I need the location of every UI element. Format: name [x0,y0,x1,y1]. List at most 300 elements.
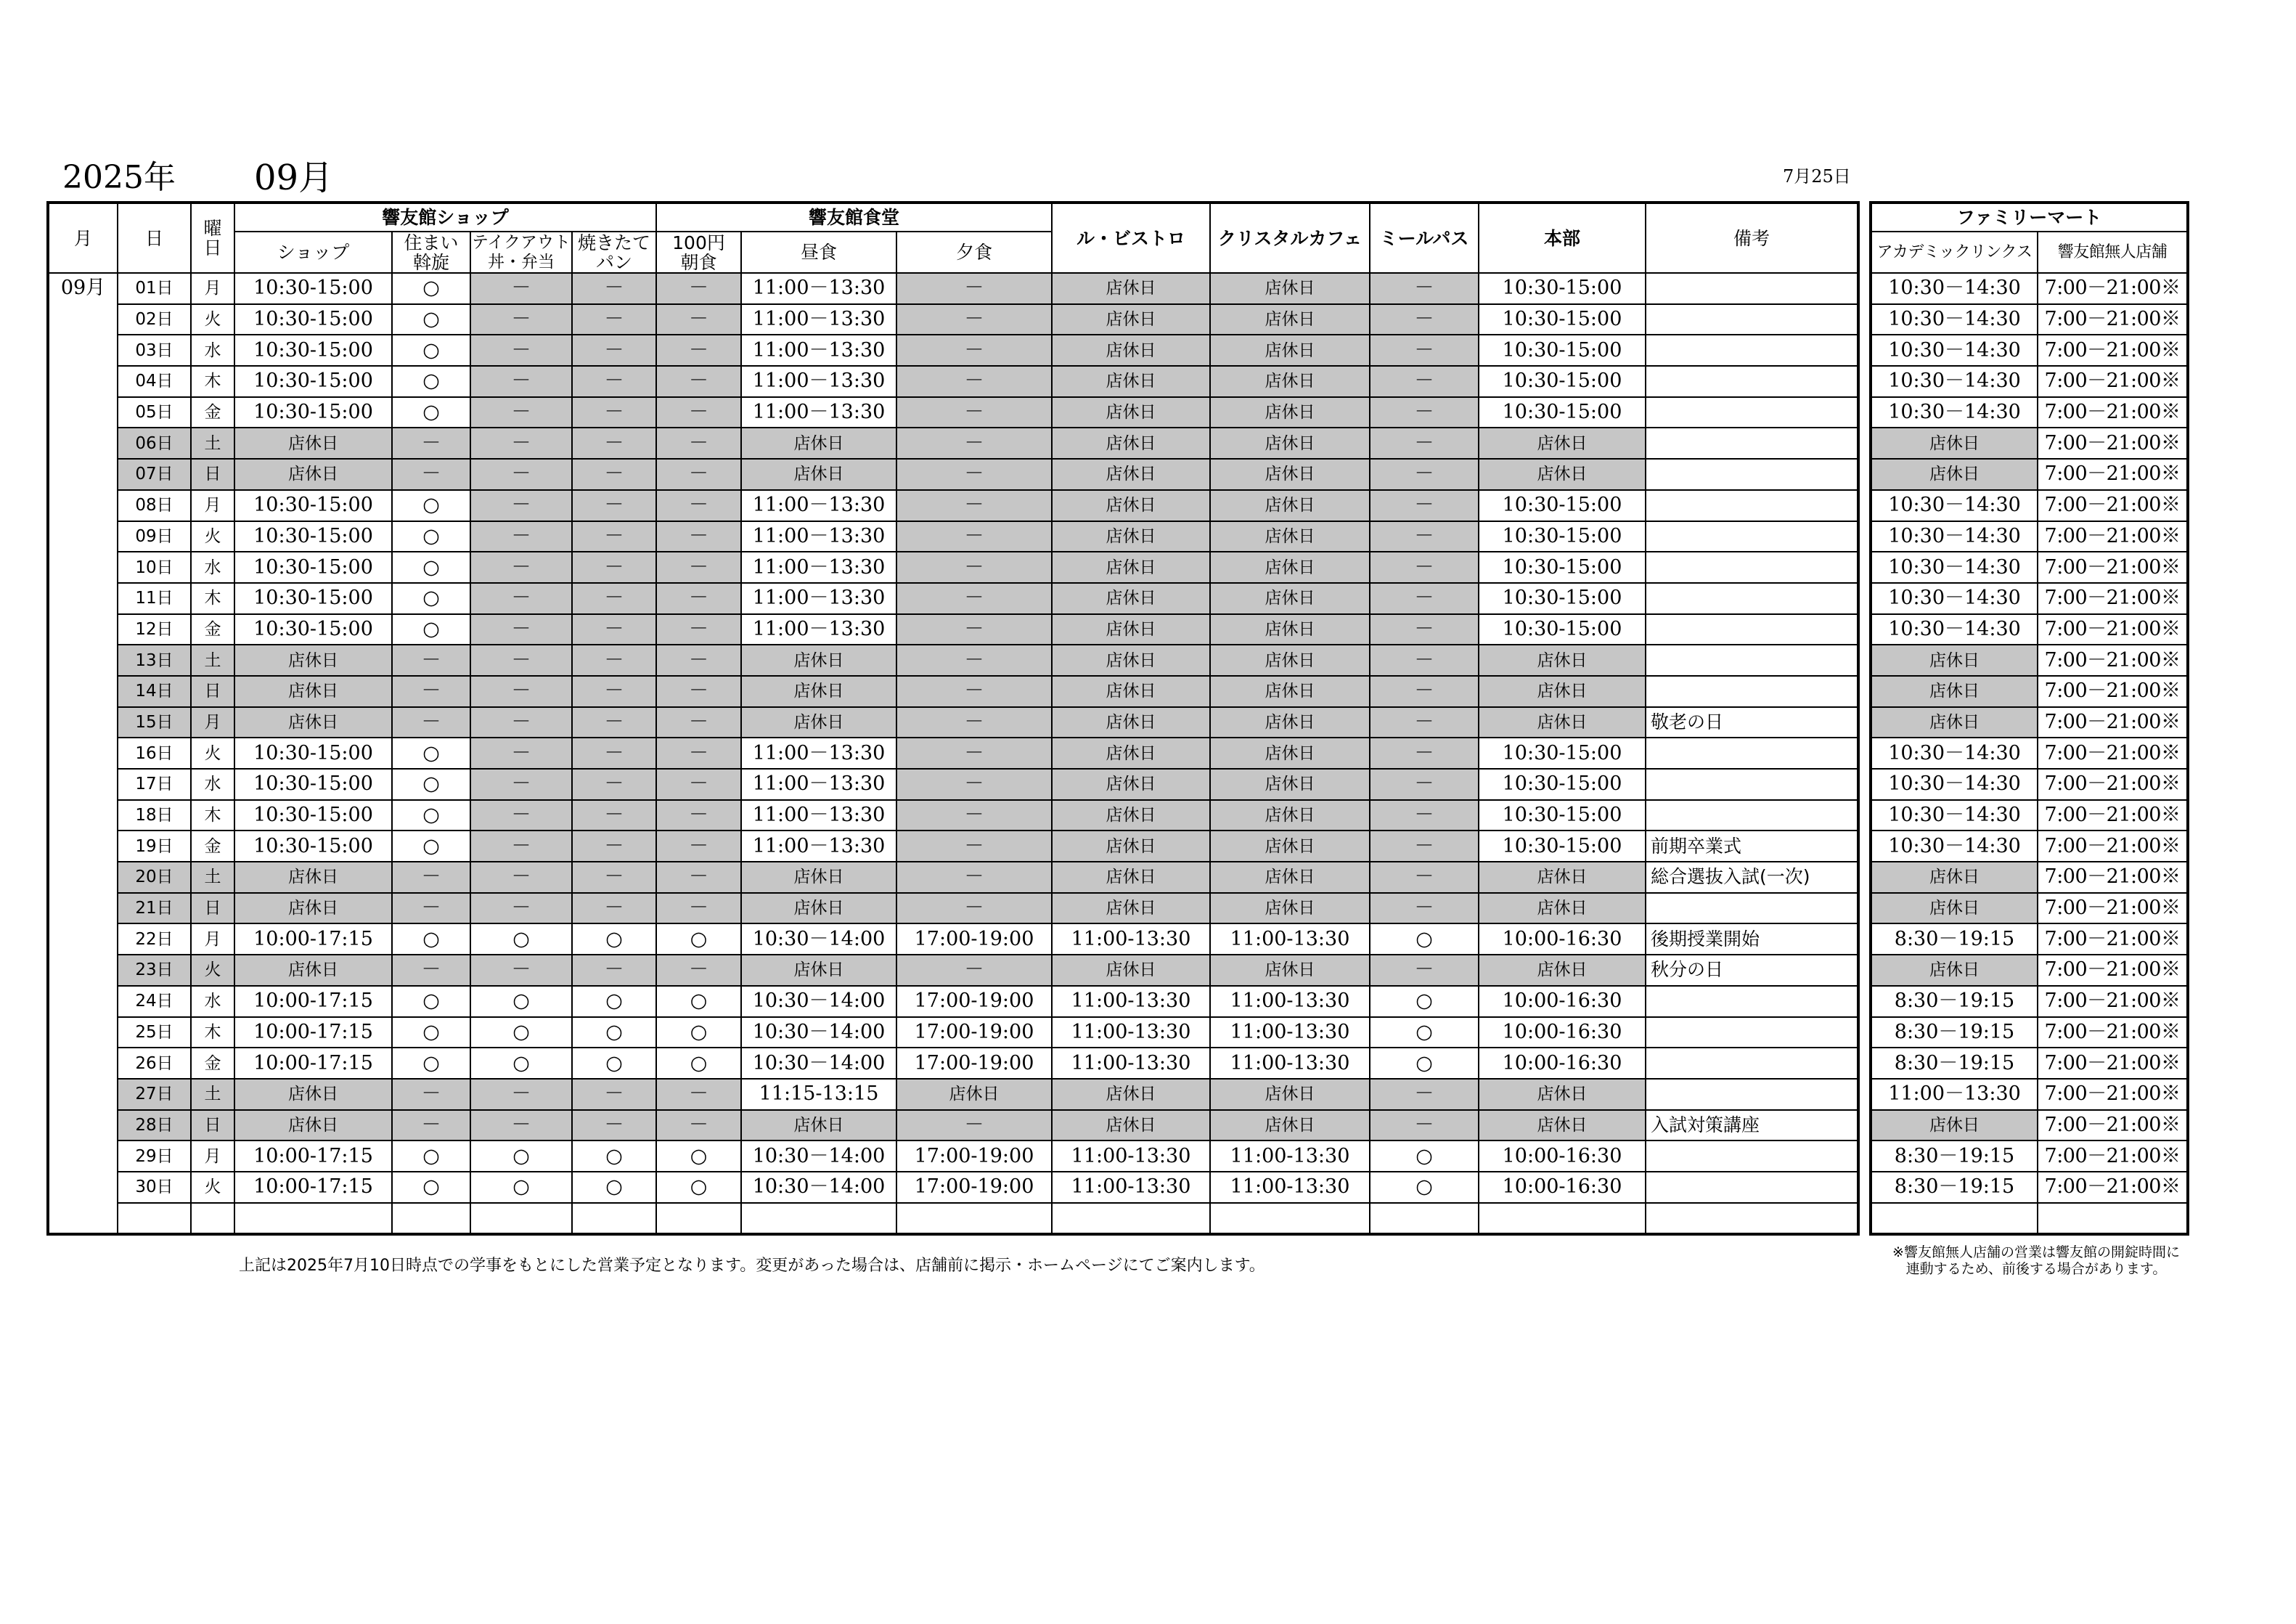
bf-cell: － [656,769,741,800]
bread-cell: － [572,769,656,800]
blank-row [1871,1203,2188,1235]
blank-cell [741,1203,896,1235]
shop-cell: 10:00-17:15 [234,1017,392,1048]
day-cell: 19日 [118,831,191,862]
bistro-cell: 店休日 [1052,397,1210,428]
table-row [48,366,1858,397]
sumai-cell: ○ [392,1141,470,1172]
rem-cell [1646,1048,1858,1079]
bread-cell: － [572,428,656,459]
table-row [48,304,1858,335]
day-cell: 09日 [118,521,191,552]
shop-cell: 10:30-15:00 [234,614,392,645]
day-cell: 17日 [118,769,191,800]
lunch-cell: 11:00－13:30 [741,490,896,521]
bf-cell: － [656,428,741,459]
unman-cell: 7:00－21:00※ [2038,769,2188,800]
crystal-cell: 11:00-13:30 [1210,1172,1370,1203]
bf-cell: － [656,707,741,738]
dinner-cell: 17:00-19:00 [896,1172,1052,1203]
meal-cell: － [1370,1079,1479,1110]
col-shop: ショップ [234,232,392,273]
honbu-cell: 店休日 [1479,1110,1646,1141]
honbu-cell: 10:30-15:00 [1479,831,1646,862]
weekday-cell: 月 [191,490,234,521]
col-academic: アカデミックリンクス [1871,232,2038,273]
issue-date: 7月25日 [1783,166,1851,187]
bistro-cell: 店休日 [1052,428,1210,459]
honbu-cell: 店休日 [1479,862,1646,893]
table-row [48,552,1858,583]
col-bistro: ル・ビストロ [1052,203,1210,273]
lunch-cell: 店休日 [741,645,896,676]
shop-cell: 10:30-15:00 [234,521,392,552]
take-cell: － [470,335,572,366]
table-row [1871,459,2188,490]
bf-cell: ○ [656,923,741,955]
bread-cell: － [572,1110,656,1141]
acad-cell: 8:30－19:15 [1871,1048,2038,1079]
take-cell: － [470,676,572,707]
bread-cell: ○ [572,1141,656,1172]
rem-cell [1646,459,1858,490]
day-cell: 24日 [118,986,191,1017]
lunch-cell: 11:00－13:30 [741,614,896,645]
bread-cell: － [572,335,656,366]
acad-cell: 店休日 [1871,676,2038,707]
bistro-cell: 店休日 [1052,645,1210,676]
table-row [1871,769,2188,800]
table-row [1871,676,2188,707]
take-cell: － [470,428,572,459]
bistro-cell: 11:00-13:30 [1052,1048,1210,1079]
col-remarks: 備考 [1646,203,1858,273]
acad-cell: 10:30－14:30 [1871,490,2038,521]
sumai-cell: － [392,645,470,676]
crystal-cell: 店休日 [1210,893,1370,924]
bf-cell: － [656,862,741,893]
weekday-cell: 水 [191,552,234,583]
day-cell: 14日 [118,676,191,707]
sumai-cell: ○ [392,738,470,769]
bistro-cell: 11:00-13:30 [1052,923,1210,955]
crystal-cell: 店休日 [1210,645,1370,676]
blank-cell [1646,1203,1858,1235]
lunch-cell: 11:00－13:30 [741,738,896,769]
day-cell: 30日 [118,1172,191,1203]
table-row [1871,366,2188,397]
honbu-cell: 店休日 [1479,707,1646,738]
col-bread: 焼きたてパン [572,232,656,273]
unman-cell: 7:00－21:00※ [2038,614,2188,645]
acad-cell: 10:30－14:30 [1871,769,2038,800]
rem-cell [1646,273,1858,304]
bf-cell: － [656,459,741,490]
bread-cell: － [572,273,656,304]
dinner-cell: － [896,614,1052,645]
acad-cell: 10:30－14:30 [1871,552,2038,583]
sumai-cell: ○ [392,800,470,831]
take-cell: － [470,893,572,924]
honbu-cell: 10:30-15:00 [1479,397,1646,428]
take-cell: － [470,614,572,645]
crystal-cell: 店休日 [1210,366,1370,397]
lunch-cell: 11:00－13:30 [741,521,896,552]
take-cell: － [470,831,572,862]
table-row [48,490,1858,521]
honbu-cell: 10:30-15:00 [1479,335,1646,366]
table-row [1871,645,2188,676]
honbu-cell: 10:00-16:30 [1479,1172,1646,1203]
lunch-cell: 11:00－13:30 [741,800,896,831]
table-row [48,1079,1858,1110]
day-cell: 20日 [118,862,191,893]
day-cell: 11日 [118,583,191,614]
day-cell: 22日 [118,923,191,955]
table-row [1871,521,2188,552]
bistro-cell: 店休日 [1052,738,1210,769]
bistro-cell: 店休日 [1052,676,1210,707]
blank-cell [1871,1203,2038,1235]
meal-cell: － [1370,428,1479,459]
bf-cell: ○ [656,986,741,1017]
sumai-cell: － [392,955,470,986]
honbu-cell: 10:30-15:00 [1479,304,1646,335]
dinner-cell: － [896,273,1052,304]
shop-cell: 10:30-15:00 [234,800,392,831]
bread-cell: ○ [572,1172,656,1203]
weekday-cell: 月 [191,273,234,304]
acad-cell: 10:30－14:30 [1871,521,2038,552]
bread-cell: ○ [572,986,656,1017]
rem-cell [1646,645,1858,676]
bf-cell: － [656,738,741,769]
shop-cell: 店休日 [234,955,392,986]
bistro-cell: 店休日 [1052,273,1210,304]
bf-cell: － [656,583,741,614]
day-cell: 18日 [118,800,191,831]
day-cell: 29日 [118,1141,191,1172]
weekday-cell: 日 [191,893,234,924]
table-row [48,707,1858,738]
schedule-table [46,201,1860,1236]
table-row [1871,955,2188,986]
acad-cell: 店休日 [1871,862,2038,893]
acad-cell: 8:30－19:15 [1871,1172,2038,1203]
table-row [48,1141,1858,1172]
table-row [48,397,1858,428]
meal-cell: － [1370,459,1479,490]
blank-row [48,1203,1858,1235]
table-row [48,428,1858,459]
unman-cell: 7:00－21:00※ [2038,273,2188,304]
table-row [1871,1048,2188,1079]
weekday-cell: 火 [191,955,234,986]
bf-cell: － [656,1110,741,1141]
crystal-cell: 店休日 [1210,831,1370,862]
table-row [48,335,1858,366]
dinner-cell: － [896,738,1052,769]
acad-cell: 店休日 [1871,428,2038,459]
dinner-cell: － [896,645,1052,676]
blank-cell [1370,1203,1479,1235]
meal-cell: － [1370,707,1479,738]
bread-cell: － [572,521,656,552]
bf-cell: － [656,521,741,552]
acad-cell: 10:30－14:30 [1871,738,2038,769]
lunch-cell: 11:00－13:30 [741,397,896,428]
shop-cell: 10:00-17:15 [234,1048,392,1079]
dinner-cell: － [896,862,1052,893]
blank-cell [191,1203,234,1235]
dinner-cell: － [896,893,1052,924]
table-row [1871,1172,2188,1203]
meal-cell: － [1370,955,1479,986]
take-cell: ○ [470,1017,572,1048]
col-sumai: 住まい斡旋 [392,232,470,273]
table-row [48,831,1858,862]
crystal-cell: 店休日 [1210,738,1370,769]
dinner-cell: 17:00-19:00 [896,1017,1052,1048]
bistro-cell: 店休日 [1052,862,1210,893]
weekday-cell: 土 [191,645,234,676]
bf-cell: ○ [656,1172,741,1203]
lunch-cell: 店休日 [741,676,896,707]
dinner-cell: － [896,397,1052,428]
acad-cell: 11:00－13:30 [1871,1079,2038,1110]
take-cell: － [470,800,572,831]
bistro-cell: 11:00-13:30 [1052,986,1210,1017]
col-crystal: クリスタルカフェ [1210,203,1370,273]
bf-cell: － [656,800,741,831]
sumai-cell: ○ [392,335,470,366]
table-row [1871,273,2188,304]
blank-cell [118,1203,191,1235]
sumai-cell: ○ [392,366,470,397]
dinner-cell: － [896,428,1052,459]
meal-cell: － [1370,769,1479,800]
bread-cell: － [572,614,656,645]
sumai-cell: ○ [392,521,470,552]
crystal-cell: 11:00-13:30 [1210,1017,1370,1048]
meal-cell: ○ [1370,1141,1479,1172]
table-row [48,459,1858,490]
meal-cell: － [1370,490,1479,521]
dinner-cell: 17:00-19:00 [896,1141,1052,1172]
bf-cell: － [656,552,741,583]
unman-cell: 7:00－21:00※ [2038,1079,2188,1110]
sumai-cell: － [392,676,470,707]
unman-cell: 7:00－21:00※ [2038,552,2188,583]
shop-cell: 10:30-15:00 [234,583,392,614]
blank-cell [234,1203,392,1235]
take-cell: － [470,397,572,428]
dinner-cell: － [896,583,1052,614]
honbu-cell: 10:30-15:00 [1479,800,1646,831]
acad-cell: 10:30－14:30 [1871,583,2038,614]
bread-cell: ○ [572,1017,656,1048]
honbu-cell: 10:30-15:00 [1479,521,1646,552]
acad-cell: 8:30－19:15 [1871,923,2038,955]
shop-cell: 10:00-17:15 [234,1172,392,1203]
day-cell: 01日 [118,273,191,304]
unman-cell: 7:00－21:00※ [2038,831,2188,862]
bread-cell: － [572,955,656,986]
shop-cell: 10:00-17:15 [234,923,392,955]
table-row [1871,397,2188,428]
meal-cell: － [1370,893,1479,924]
take-cell: － [470,521,572,552]
sumai-cell: － [392,862,470,893]
acad-cell: 8:30－19:15 [1871,986,2038,1017]
meal-cell: ○ [1370,923,1479,955]
table-row [48,1017,1858,1048]
rem-cell: 秋分の日 [1646,955,1858,986]
rem-cell [1646,552,1858,583]
crystal-cell: 11:00-13:30 [1210,923,1370,955]
acad-cell: 10:30－14:30 [1871,614,2038,645]
shop-cell: 店休日 [234,428,392,459]
rem-cell [1646,428,1858,459]
acad-cell: 店休日 [1871,893,2038,924]
crystal-cell: 店休日 [1210,459,1370,490]
group-shop: 響友館ショップ [234,203,656,232]
bistro-cell: 11:00-13:30 [1052,1017,1210,1048]
shop-cell: 店休日 [234,862,392,893]
honbu-cell: 10:00-16:30 [1479,1141,1646,1172]
day-cell: 06日 [118,428,191,459]
unman-cell: 7:00－21:00※ [2038,1141,2188,1172]
acad-cell: 店休日 [1871,955,2038,986]
table-row [48,738,1858,769]
lunch-cell: 11:15-13:15 [741,1079,896,1110]
rem-cell [1646,366,1858,397]
weekday-cell: 土 [191,428,234,459]
dinner-cell: － [896,769,1052,800]
weekday-cell: 火 [191,521,234,552]
bf-cell: － [656,831,741,862]
bf-cell: － [656,335,741,366]
take-cell: ○ [470,923,572,955]
rem-cell [1646,614,1858,645]
day-cell: 13日 [118,645,191,676]
bread-cell: － [572,676,656,707]
take-cell: － [470,862,572,893]
sumai-cell: － [392,1110,470,1141]
shop-cell: 店休日 [234,645,392,676]
crystal-cell: 店休日 [1210,273,1370,304]
day-cell: 04日 [118,366,191,397]
table-row [1871,831,2188,862]
acad-cell: 店休日 [1871,1110,2038,1141]
bistro-cell: 店休日 [1052,800,1210,831]
rem-cell [1646,986,1858,1017]
crystal-cell: 店休日 [1210,304,1370,335]
table-row [1871,738,2188,769]
bf-cell: － [656,1079,741,1110]
sumai-cell: ○ [392,614,470,645]
take-cell: － [470,1079,572,1110]
acad-cell: 10:30－14:30 [1871,304,2038,335]
weekday-cell: 月 [191,923,234,955]
lunch-cell: 11:00－13:30 [741,769,896,800]
table-row [1871,335,2188,366]
shop-cell: 10:30-15:00 [234,273,392,304]
honbu-cell: 10:00-16:30 [1479,1048,1646,1079]
bf-cell: － [656,366,741,397]
bread-cell: － [572,397,656,428]
meal-cell: － [1370,273,1479,304]
table-row [48,521,1858,552]
unman-cell: 7:00－21:00※ [2038,923,2188,955]
bread-cell: － [572,552,656,583]
blank-cell [572,1203,656,1235]
lunch-cell: 店休日 [741,707,896,738]
blank-cell [1479,1203,1646,1235]
honbu-cell: 店休日 [1479,1079,1646,1110]
sumai-cell: ○ [392,304,470,335]
honbu-cell: 店休日 [1479,428,1646,459]
honbu-cell: 10:30-15:00 [1479,366,1646,397]
bf-cell: － [656,645,741,676]
day-cell: 27日 [118,1079,191,1110]
rem-cell: 入試対策講座 [1646,1110,1858,1141]
bistro-cell: 店休日 [1052,552,1210,583]
col-weekday: 曜日 [191,203,234,273]
dinner-cell: － [896,552,1052,583]
meal-cell: ○ [1370,1048,1479,1079]
lunch-cell: 店休日 [741,428,896,459]
rem-cell [1646,397,1858,428]
table-row [48,676,1858,707]
acad-cell: 店休日 [1871,459,2038,490]
lunch-cell: 店休日 [741,862,896,893]
take-cell: － [470,769,572,800]
sumai-cell: ○ [392,583,470,614]
blank-cell [2038,1203,2188,1235]
table-row [1871,304,2188,335]
blank-cell [1210,1203,1370,1235]
rem-cell: 前期卒業式 [1646,831,1858,862]
day-cell: 12日 [118,614,191,645]
crystal-cell: 11:00-13:30 [1210,1048,1370,1079]
take-cell: － [470,583,572,614]
rem-cell [1646,521,1858,552]
honbu-cell: 店休日 [1479,955,1646,986]
acad-cell: 店休日 [1871,707,2038,738]
meal-cell: ○ [1370,1017,1479,1048]
table-row [48,645,1858,676]
weekday-cell: 金 [191,397,234,428]
lunch-cell: 11:00－13:30 [741,366,896,397]
group-familymart: ファミリーマート [1871,203,2188,232]
unman-cell: 7:00－21:00※ [2038,738,2188,769]
day-cell: 26日 [118,1048,191,1079]
table-row [1871,1017,2188,1048]
crystal-cell: 店休日 [1210,800,1370,831]
sumai-cell: ○ [392,1172,470,1203]
acad-cell: 10:30－14:30 [1871,335,2038,366]
table-row [1871,893,2188,924]
weekday-cell: 土 [191,862,234,893]
lunch-cell: 10:30－14:00 [741,1141,896,1172]
dinner-cell: － [896,831,1052,862]
meal-cell: － [1370,521,1479,552]
footer-note: 上記は2025年7月10日時点での学事をもとにした営業予定となります。変更があった場合は、店舗前に掲示・ホームページにてご案内します。 [239,1257,1265,1275]
crystal-cell: 店休日 [1210,490,1370,521]
blank-cell [656,1203,741,1235]
dinner-cell: － [896,955,1052,986]
